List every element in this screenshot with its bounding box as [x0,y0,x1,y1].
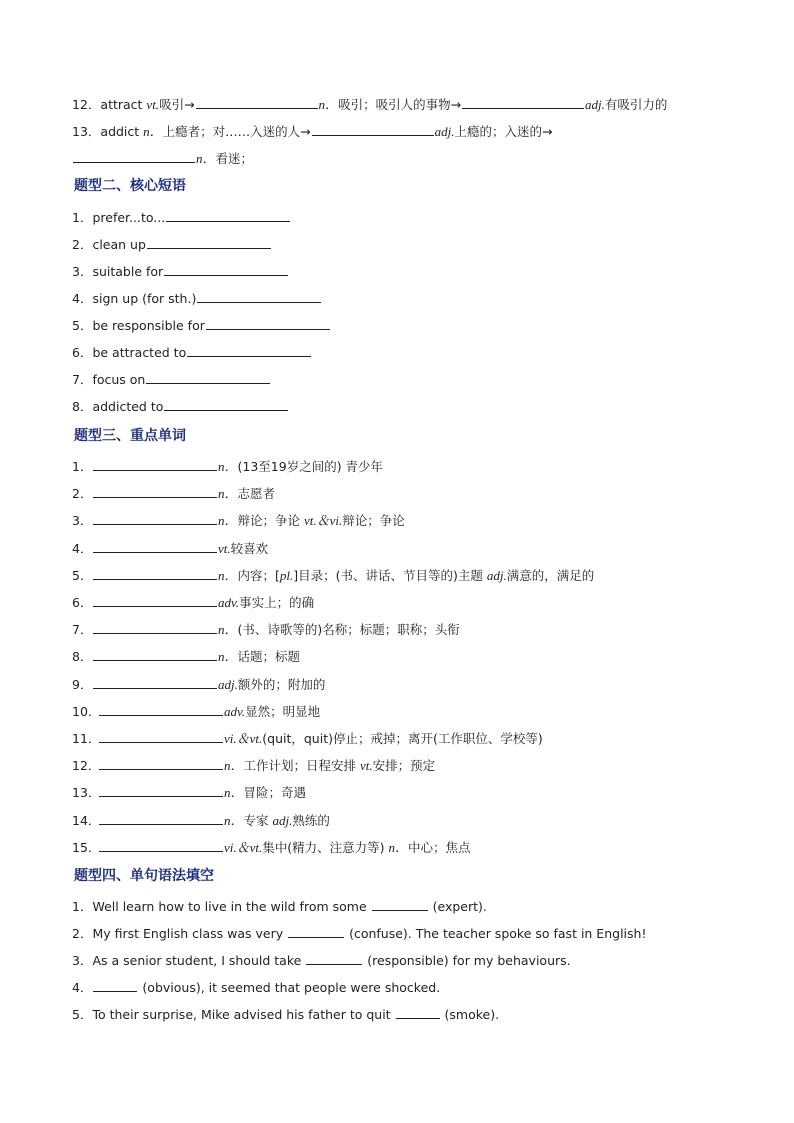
key-word-item: 9． adj.额外的；附加的 [72,676,326,692]
key-word-item: 11． vi.＆vt.(quit，quit)停止；戒掉；离开(工作职位、学校等) [72,731,543,746]
key-word-item: 8． n．话题；标题 [72,649,301,665]
key-word-item: 6． adv.事实上；的确 [72,595,315,610]
phrase-item: 7．focus on [72,370,754,389]
answer-blank[interactable] [93,566,217,580]
answer-blank[interactable] [93,593,217,607]
answer-blank[interactable] [93,978,137,992]
answer-blank[interactable] [396,1005,440,1019]
answer-blank[interactable] [462,95,584,109]
key-word-item: 10． adv.显然；明显地 [72,703,321,719]
answer-blank[interactable] [93,484,217,498]
key-word-item: 4． vt.较喜欢 [72,540,269,556]
key-word-item: 5． n．内容；[pl.]目录；(书、讲话、节目等的)主题 adj.满意的，满足的 [72,567,595,583]
key-word-item: 1． n．(13至19岁之间的) 青少年 [72,459,384,474]
grammar-item: 5．To their surprise, Mike advised his father to quit (smoke). [72,1007,500,1022]
answer-blank[interactable] [73,149,195,163]
answer-blank[interactable] [93,539,217,553]
phrase-item: 2．clean up [72,235,754,254]
answer-blank[interactable] [93,620,217,634]
answer-blank[interactable] [99,702,223,716]
key-word-item: 12． n．工作计划；日程安排 vt.安排；预定 [72,758,436,774]
phrase-item: 3．suitable for [72,262,754,281]
key-word-item: 15． vi.＆vt.集中(精力、注意力等) n．中心；焦点 [72,839,471,855]
answer-blank[interactable] [288,924,344,938]
key-word-item: 13． n．冒险；奇遇 [72,785,307,801]
answer-blank[interactable] [99,838,223,852]
answer-blank[interactable] [93,647,217,661]
phrase-item: 5．be responsible for [72,316,754,335]
answer-blank[interactable] [93,457,217,471]
answer-blank[interactable] [147,235,271,249]
answer-blank[interactable] [99,756,223,770]
answer-blank[interactable] [146,370,270,384]
phrase-item: 6．be attracted to [72,343,754,362]
section-heading-core-phrases: 题型二、核心短语 [74,178,186,194]
answer-blank[interactable] [164,262,288,276]
section-heading-key-words: 题型三、重点单词 [74,428,186,444]
answer-blank[interactable] [166,208,290,222]
vocab-item-13: 13．addict n．上瘾者；对……入迷的人→ adj.上瘾的；入迷的→ [72,124,553,139]
vocab-item-12: 12．attract vt.吸引→ n．吸引；吸引人的事物→ adj.有吸引力的 [72,97,668,112]
answer-blank[interactable] [206,316,330,330]
vocab-item-13-continued: n．看迷； [72,149,754,168]
section-heading-grammar-fill: 题型四、单句语法填空 [74,868,214,884]
answer-blank[interactable] [93,675,217,689]
grammar-item: 1．Well learn how to live in the wild from some (expert). [72,899,487,914]
answer-blank[interactable] [197,289,321,303]
answer-blank[interactable] [196,95,318,109]
answer-blank[interactable] [306,951,362,965]
answer-blank[interactable] [312,122,434,136]
answer-blank[interactable] [99,729,223,743]
grammar-item: 2．My first English class was very (confuse). The teacher spoke so fast in English! [72,926,647,941]
key-word-item: 7． n．(书、诗歌等的)名称；标题；职称；头衔 [72,622,460,638]
key-word-item: 2． n．志愿者 [72,486,276,502]
answer-blank[interactable] [99,783,223,797]
grammar-item: 4． (obvious), it seemed that people were shocked. [72,980,441,995]
key-word-item: 3． n．辩论；争论 vt.＆vi.辩论；争论 [72,513,405,529]
grammar-item: 3．As a senior student, I should take (responsible) for my behaviours. [72,953,571,968]
answer-blank[interactable] [187,343,311,357]
phrase-item: 4．sign up (for sth.) [72,289,754,308]
phrase-item: 1．prefer...to... [72,208,754,227]
answer-blank[interactable] [99,811,223,825]
answer-blank[interactable] [93,511,217,525]
answer-blank[interactable] [372,897,428,911]
phrase-item: 8．addicted to [72,397,754,416]
answer-blank[interactable] [164,397,288,411]
key-word-item: 14． n．专家 adj.熟练的 [72,812,330,828]
